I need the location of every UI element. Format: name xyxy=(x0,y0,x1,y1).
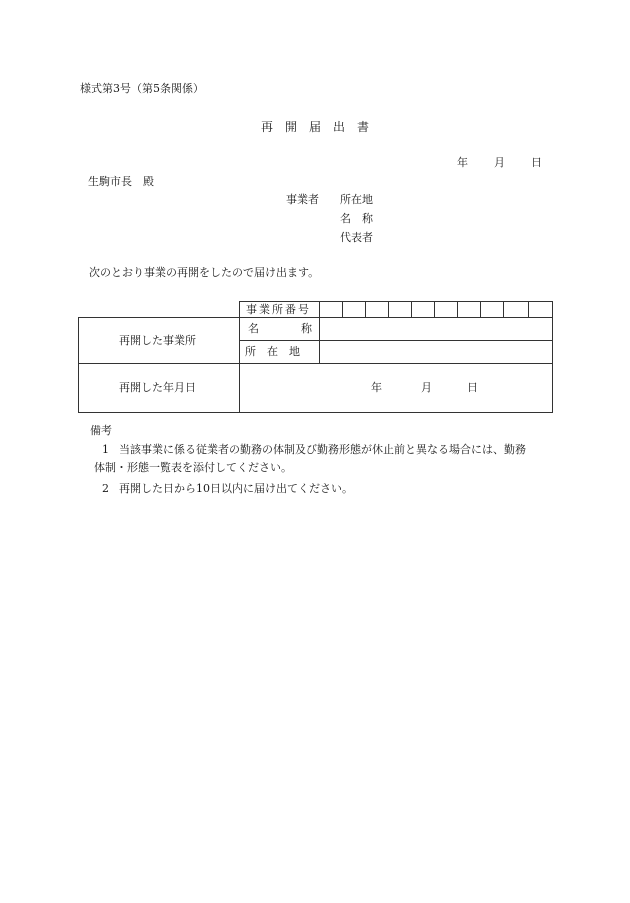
office-name-label-2: 称 xyxy=(301,322,312,335)
remark-2-text: 再開した日から10日以内に届け出てください。 xyxy=(119,482,353,495)
applicant-label: 事業者 xyxy=(286,193,319,206)
body-text: 次のとおり事業の再開をしたので届け出ます。 xyxy=(89,266,320,279)
office-name-label: 名 xyxy=(248,322,259,335)
reopen-day-label: 日 xyxy=(467,381,478,394)
reopen-year-label: 年 xyxy=(371,381,382,394)
remark-item-2 xyxy=(102,483,353,494)
form-number: 様式第3号（第5条関係） xyxy=(80,82,204,95)
applicant-name-label: 名 称 xyxy=(340,212,373,225)
addressee: 生駒市長 殿 xyxy=(88,175,154,188)
reopen-date-label: 再開した年月日 xyxy=(119,381,196,394)
applicant-address-label: 所在地 xyxy=(340,193,373,206)
submission-date xyxy=(457,157,542,168)
office-number-label: 事業所番号 xyxy=(246,303,311,316)
applicant-fields xyxy=(340,194,373,251)
date-month-label: 月 xyxy=(494,156,505,169)
reopen-form-table xyxy=(78,301,553,413)
reopened-office-label: 再開した事業所 xyxy=(119,334,196,347)
remark-item-1 xyxy=(102,444,526,455)
reopen-month-label: 月 xyxy=(421,381,432,394)
remarks-title: 備考 xyxy=(90,424,112,437)
date-year-label: 年 xyxy=(457,156,468,169)
remark-1-text: 当該事業に係る従業者の勤務の体制及び勤務形態が休止前と異なる場合には、勤務 xyxy=(119,443,526,456)
office-address-label: 所 在 地 xyxy=(245,345,300,358)
document-title: 再 開 届 出 書 xyxy=(260,120,369,134)
remark-1-number: 1 xyxy=(102,443,109,456)
remark-2-number: 2 xyxy=(102,482,109,495)
applicant-representative-label: 代表者 xyxy=(340,231,373,244)
date-day-label: 日 xyxy=(531,156,542,169)
remark-item-1-continued: 体制・形態一覧表を添付してください。 xyxy=(94,461,292,474)
